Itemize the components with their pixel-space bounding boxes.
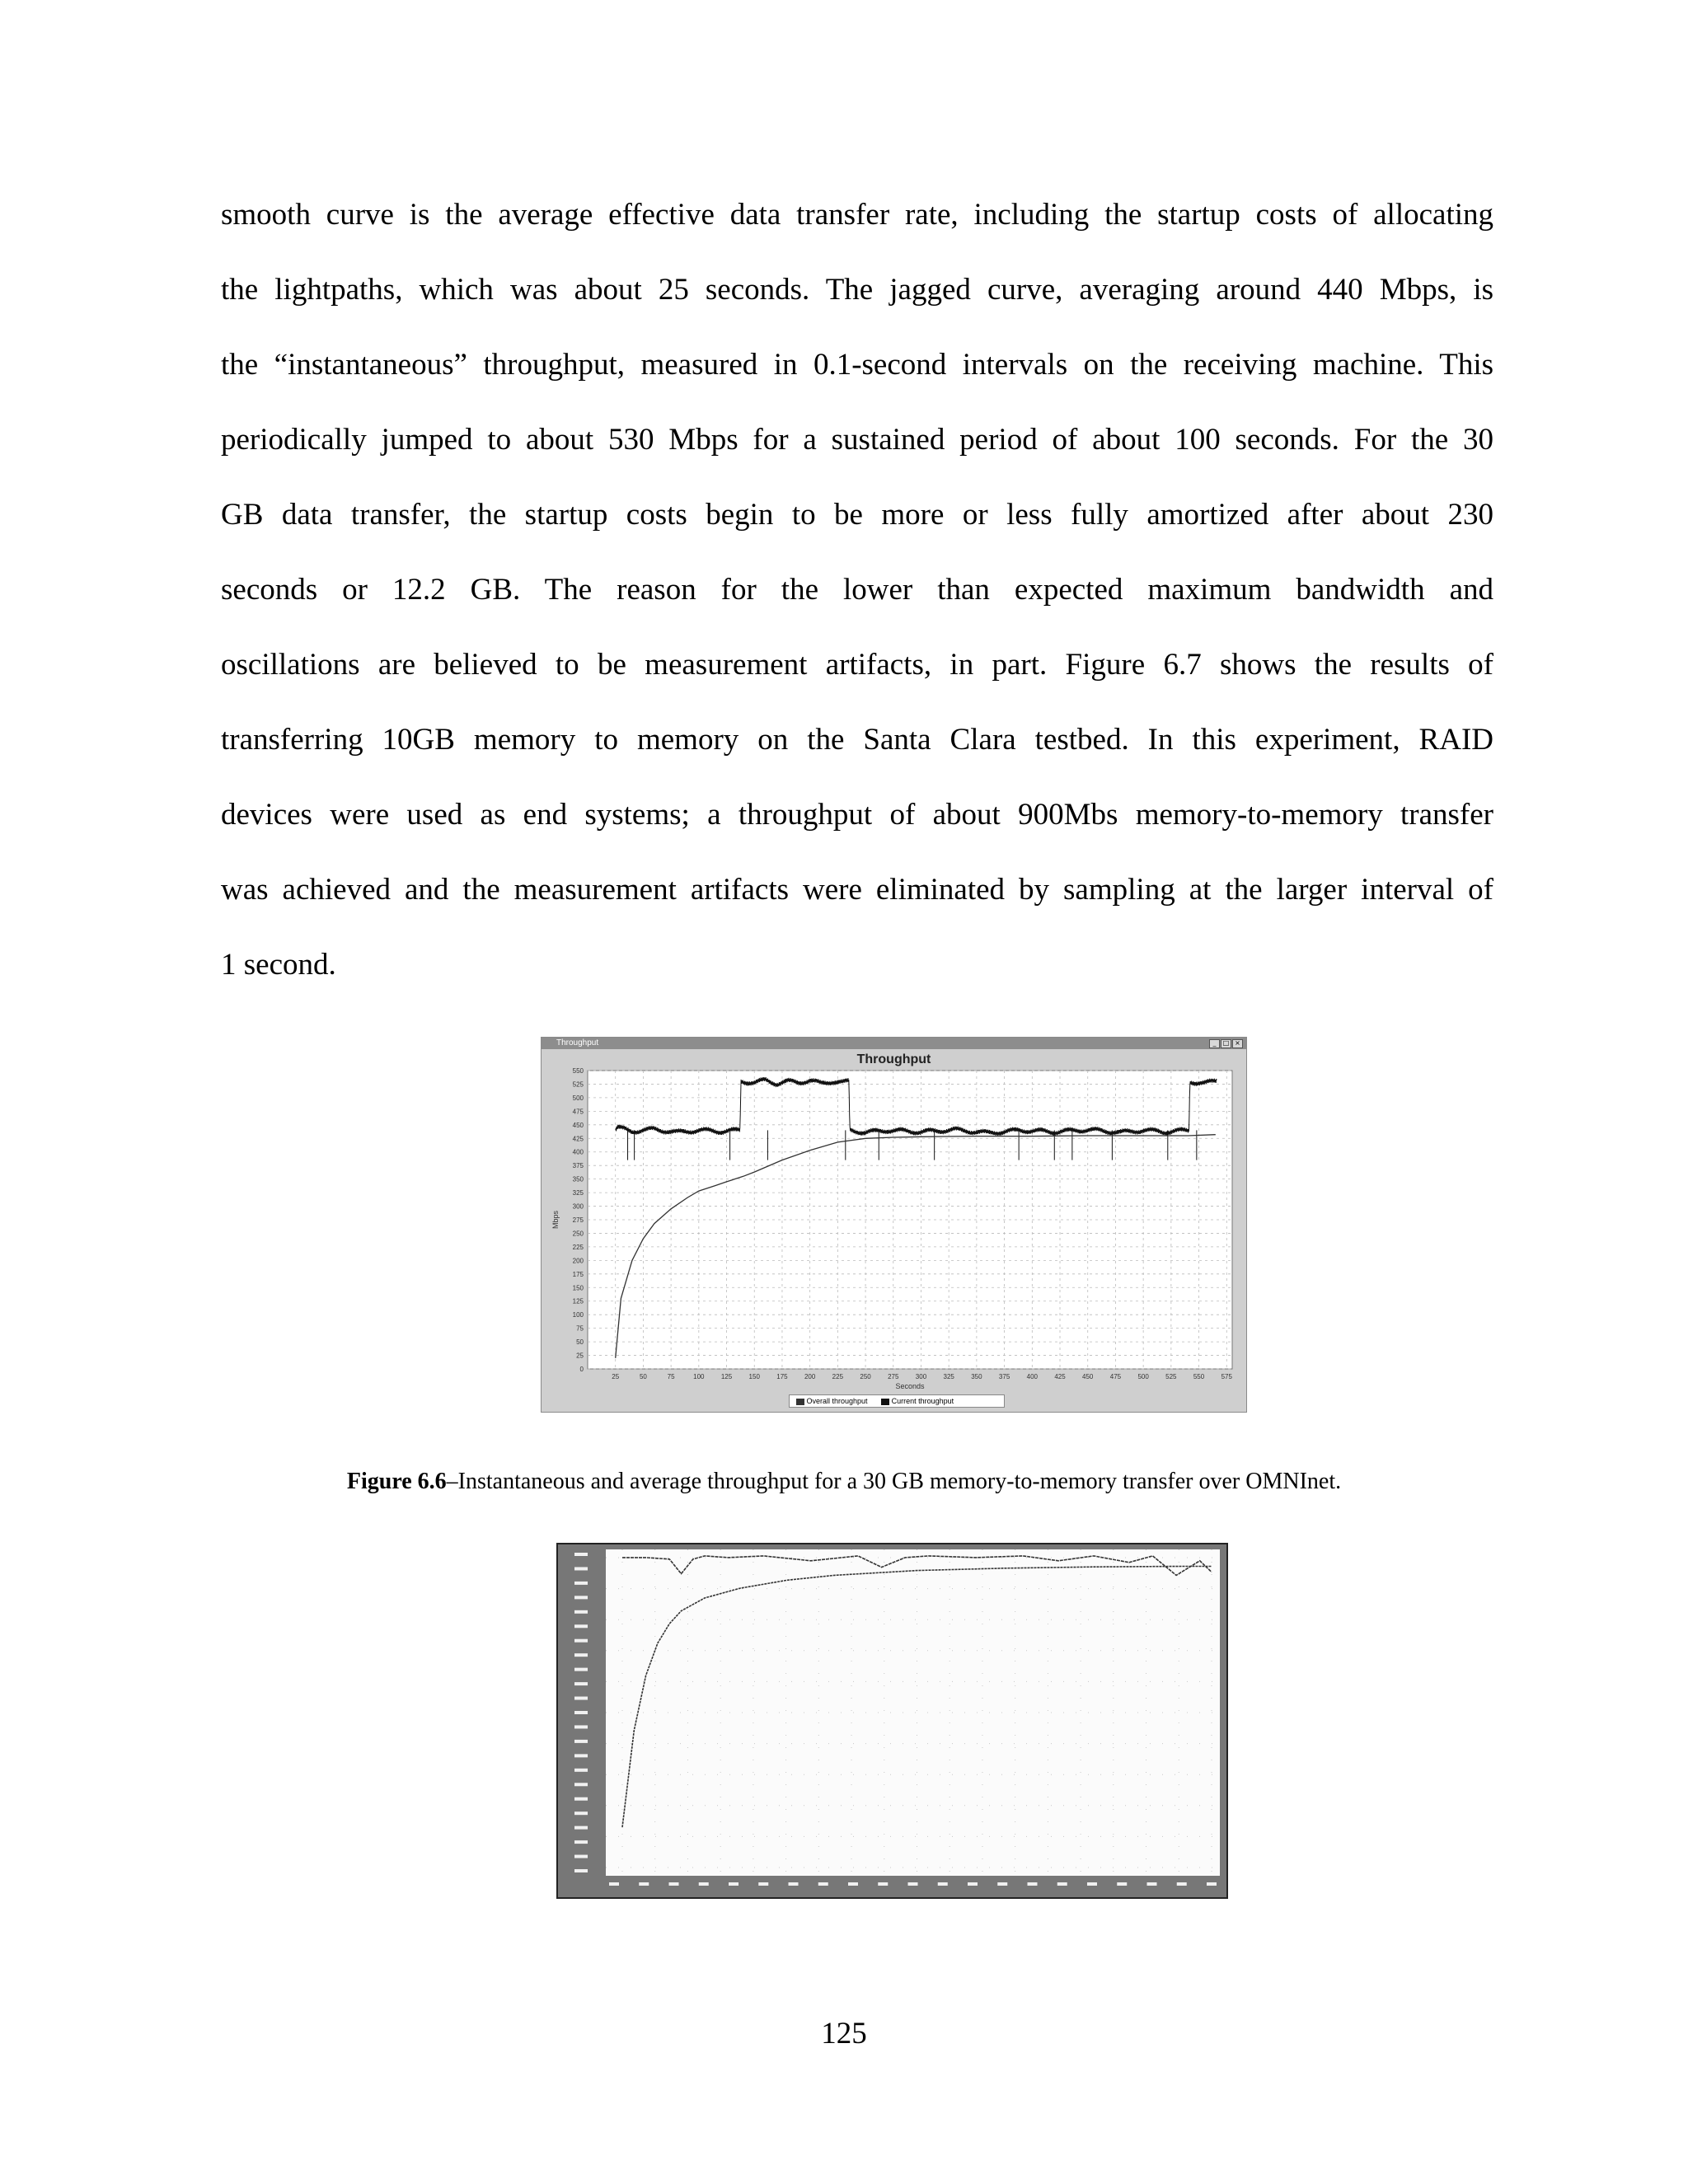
x-tick-label: 225 [832, 1373, 844, 1380]
x-tick-mark [938, 1882, 948, 1886]
legend-label-overall: Overall throughput [806, 1397, 868, 1405]
figure-santa-clara-plot [556, 1543, 1228, 1899]
x-tick-mark [1207, 1882, 1217, 1886]
minimize-icon: _ [1209, 1039, 1220, 1048]
x-tick-label: 125 [720, 1373, 733, 1380]
x-tick-label: 175 [776, 1373, 788, 1380]
y-tick-label: 125 [572, 1297, 584, 1305]
y-tick-mark [574, 1855, 588, 1858]
y-tick-label: 0 [579, 1366, 584, 1373]
y-tick-mark [574, 1711, 588, 1714]
text-line: periodically jumped to about 530 Mbps for a sustained period of about 100 seconds. For the 30 [221, 423, 1493, 457]
maximize-icon: □ [1221, 1039, 1231, 1048]
y-tick-mark [574, 1567, 588, 1570]
y-tick-label: 50 [576, 1338, 584, 1347]
x-tick-mark [848, 1882, 858, 1886]
text-line: devices were used as end systems; a throughput of about 900Mbs memory-to-memory transfer [221, 798, 1493, 832]
x-axis-label: Seconds [895, 1382, 925, 1390]
y-tick-mark [574, 1826, 588, 1830]
y-tick-label: 225 [572, 1243, 584, 1251]
y-tick-mark [574, 1754, 588, 1757]
y-tick-label: 100 [572, 1311, 584, 1319]
y-tick-mark [574, 1797, 588, 1801]
text-line: seconds or 12.2 GB. The reason for the lower than expected maximum bandwidth and [221, 573, 1493, 607]
x-tick-label: 475 [1109, 1373, 1122, 1380]
x-tick-mark [729, 1882, 738, 1886]
x-tick-mark [1117, 1882, 1127, 1886]
y-tick-mark [574, 1668, 588, 1671]
y-tick-mark [574, 1610, 588, 1614]
x-tick-mark [908, 1882, 918, 1886]
body-paragraph [221, 177, 1493, 1002]
y-tick-label: 250 [572, 1230, 584, 1238]
x-tick-label: 275 [888, 1373, 899, 1380]
chart-title: Throughput [856, 1052, 931, 1066]
x-tick-label: 200 [804, 1373, 816, 1380]
x-tick-mark [1147, 1882, 1157, 1886]
y-tick-label: 200 [572, 1257, 584, 1265]
text-line: smooth curve is the average effective data transfer rate, including the startup costs of allocating [221, 198, 1493, 232]
y-tick-label: 25 [576, 1352, 584, 1360]
throughput-chart [542, 1038, 1246, 1412]
y-tick-label: 150 [572, 1284, 584, 1292]
x-tick-label: 150 [748, 1373, 760, 1380]
caption-label: Figure 6.6 [346, 1469, 447, 1494]
figure-throughput-window [541, 1037, 1247, 1413]
y-tick-label: 375 [572, 1162, 584, 1170]
x-tick-label: 325 [943, 1373, 954, 1380]
y-tick-label: 475 [572, 1108, 584, 1116]
x-tick-label: 400 [1026, 1373, 1038, 1380]
y-tick-mark [574, 1682, 588, 1685]
figure-caption [165, 1465, 1523, 1498]
x-tick-mark [789, 1882, 799, 1886]
x-tick-mark [1177, 1882, 1187, 1886]
plot-area [588, 1071, 1232, 1369]
y-axis-label: Mbps [551, 1210, 560, 1230]
chart-legend [789, 1394, 1005, 1408]
x-tick-label: 100 [693, 1373, 705, 1380]
x-tick-label: 350 [971, 1373, 982, 1380]
x-tick-label: 450 [1082, 1373, 1094, 1380]
text-line: the “instantaneous” throughput, measured in 0.1-second intervals on the receiving machine. This [221, 348, 1493, 382]
x-tick-mark [758, 1882, 768, 1886]
window-title: Throughput [556, 1038, 599, 1047]
y-tick-label: 525 [572, 1080, 584, 1089]
y-tick-label: 400 [572, 1148, 584, 1156]
legend-swatch-overall [796, 1399, 804, 1405]
x-tick-label: 500 [1137, 1373, 1149, 1380]
x-tick-mark [669, 1882, 679, 1886]
y-tick-mark [574, 1811, 588, 1815]
page-number: 125 [821, 2017, 867, 2050]
text-line: was achieved and the measurement artifacts were eliminated by sampling at the larger interval of [221, 873, 1493, 907]
x-tick-label: 25 [612, 1373, 620, 1380]
y-tick-mark [574, 1624, 588, 1628]
x-tick-label: 250 [860, 1373, 871, 1380]
y-tick-mark [574, 1582, 588, 1585]
y-tick-label: 425 [572, 1135, 584, 1143]
x-tick-label: 425 [1054, 1373, 1066, 1380]
x-tick-label: 50 [639, 1373, 647, 1380]
x-tick-label: 550 [1193, 1373, 1205, 1380]
y-tick-label: 325 [572, 1189, 584, 1197]
legend-swatch-current [881, 1399, 889, 1405]
text-line: 1 second. [221, 948, 336, 982]
x-tick-mark [699, 1882, 709, 1886]
x-tick-mark [1028, 1882, 1038, 1886]
y-tick-label: 350 [572, 1175, 584, 1183]
y-tick-mark [574, 1840, 588, 1844]
y-tick-mark [574, 1740, 588, 1743]
y-tick-label: 500 [572, 1094, 584, 1102]
x-tick-label: 525 [1165, 1373, 1177, 1380]
x-tick-label: 300 [915, 1373, 927, 1380]
y-tick-label: 175 [572, 1270, 584, 1278]
y-tick-mark [574, 1769, 588, 1772]
x-tick-mark [878, 1882, 888, 1886]
x-tick-mark [609, 1882, 619, 1886]
x-tick-label: 575 [1221, 1373, 1232, 1380]
series-average-curve [622, 1567, 1212, 1828]
x-tick-mark [818, 1882, 828, 1886]
y-tick-mark [574, 1653, 588, 1657]
y-tick-mark [574, 1783, 588, 1786]
y-tick-label: 450 [572, 1121, 584, 1129]
text-line: transferring 10GB memory to memory on the Santa Clara testbed. In this experiment, RAID [221, 723, 1493, 757]
santa-clara-chart [558, 1544, 1226, 1897]
text-line: oscillations are believed to be measurement artifacts, in part. Figure 6.7 shows the results of [221, 648, 1493, 682]
y-tick-mark [574, 1869, 588, 1872]
y-tick-mark [574, 1596, 588, 1599]
y-tick-label: 275 [572, 1216, 584, 1224]
y-tick-label: 75 [576, 1324, 584, 1333]
caption-text: –Instantaneous and average throughput for a 30 GB memory-to-memory transfer over OMNInet. [446, 1469, 1342, 1494]
x-tick-mark [1057, 1882, 1067, 1886]
x-tick-label: 75 [667, 1373, 675, 1380]
close-icon: × [1232, 1039, 1243, 1048]
x-tick-mark [997, 1882, 1007, 1886]
text-line: the lightpaths, which was about 25 seconds. The jagged curve, averaging around 440 Mbps, is [221, 273, 1493, 307]
x-tick-label: 375 [998, 1373, 1010, 1380]
y-tick-mark [574, 1553, 588, 1556]
y-tick-mark [574, 1725, 588, 1728]
y-tick-mark [574, 1697, 588, 1700]
x-tick-mark [639, 1882, 649, 1886]
legend-label-current: Current throughput [891, 1397, 954, 1405]
y-tick-mark [574, 1639, 588, 1643]
x-tick-mark [1087, 1882, 1097, 1886]
y-tick-label: 300 [572, 1202, 584, 1211]
text-line: GB data transfer, the startup costs begin to be more or less fully amortized after about 230 [221, 498, 1493, 532]
y-tick-label: 550 [572, 1067, 584, 1075]
series-instantaneous-curve [622, 1556, 1212, 1576]
x-tick-mark [968, 1882, 978, 1886]
